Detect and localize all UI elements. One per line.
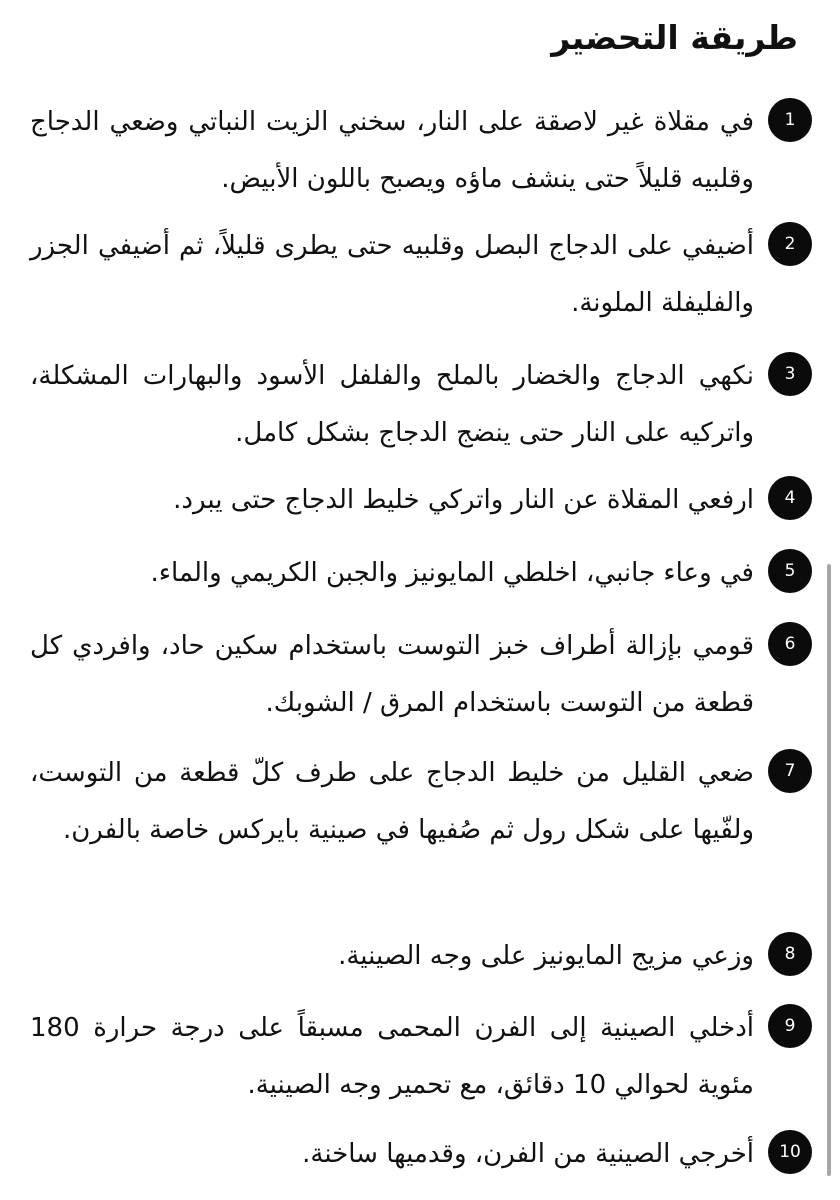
step-text: قومي بإزالة أطراف خبز التوست باستخدام سكين حاد، وافردي كل قطعة من التوست باستخدام المرق / الشوبك. <box>30 631 754 718</box>
step-number-badge: 2 <box>768 222 812 266</box>
step-number-badge: 6 <box>768 622 812 666</box>
step-text: في وعاء جانبي، اخلطي المايونيز والجبن الكريمي والماء. <box>150 558 754 588</box>
step-item <box>30 472 812 529</box>
step-number-badge: 7 <box>768 749 812 793</box>
step-number-badge: 10 <box>768 1130 812 1174</box>
step-number-badge: 1 <box>768 98 812 142</box>
step-item <box>30 928 812 985</box>
step-text: ارفعي المقلاة عن النار واتركي خليط الدجاج حتى يبرد. <box>173 485 754 515</box>
step-number-badge: 8 <box>768 932 812 976</box>
step-text: في مقلاة غير لاصقة على النار، سخني الزيت النباتي وضعي الدجاج وقلبيه قليلاً حتى ينشف ماؤه ويصبح باللون الأبيض. <box>30 107 754 194</box>
step-text: نكهي الدجاج والخضار بالملح والفلفل الأسود والبهارات المشكلة، واتركيه على النار حتى ينضج الدجاج بشكل كامل. <box>30 361 754 448</box>
step-number-badge: 4 <box>768 476 812 520</box>
step-item <box>30 545 812 602</box>
section-title: طريقة التحضير <box>551 18 798 57</box>
step-number-badge: 3 <box>768 352 812 396</box>
step-text: وزعي مزيج المايونيز على وجه الصينية. <box>338 941 754 971</box>
step-item <box>30 348 812 462</box>
step-item <box>30 218 812 332</box>
step-item <box>30 94 812 208</box>
step-item <box>30 745 812 859</box>
step-text: أخرجي الصينية من الفرن، وقدميها ساخنة. <box>302 1139 754 1169</box>
step-item <box>30 618 812 732</box>
step-item <box>30 1000 812 1114</box>
step-text: أضيفي على الدجاج البصل وقلبيه حتى يطرى قليلاً، ثم أضيفي الجزر والفليفلة الملونة. <box>30 231 754 318</box>
step-number-badge: 5 <box>768 549 812 593</box>
vertical-scrollbar[interactable] <box>827 564 831 1176</box>
step-number-badge: 9 <box>768 1004 812 1048</box>
step-text: أدخلي الصينية إلى الفرن المحمى مسبقاً على درجة حرارة 180 مئوية لحوالي 10 دقائق، مع تحمير وجه الصينية. <box>30 1013 754 1100</box>
step-text: ضعي القليل من خليط الدجاج على طرف كلّ قطعة من التوست، ولفّيها على شكل رول ثم صُفيها في صينية بايركس خاصة بالفرن. <box>30 758 754 845</box>
step-item <box>30 1126 812 1183</box>
